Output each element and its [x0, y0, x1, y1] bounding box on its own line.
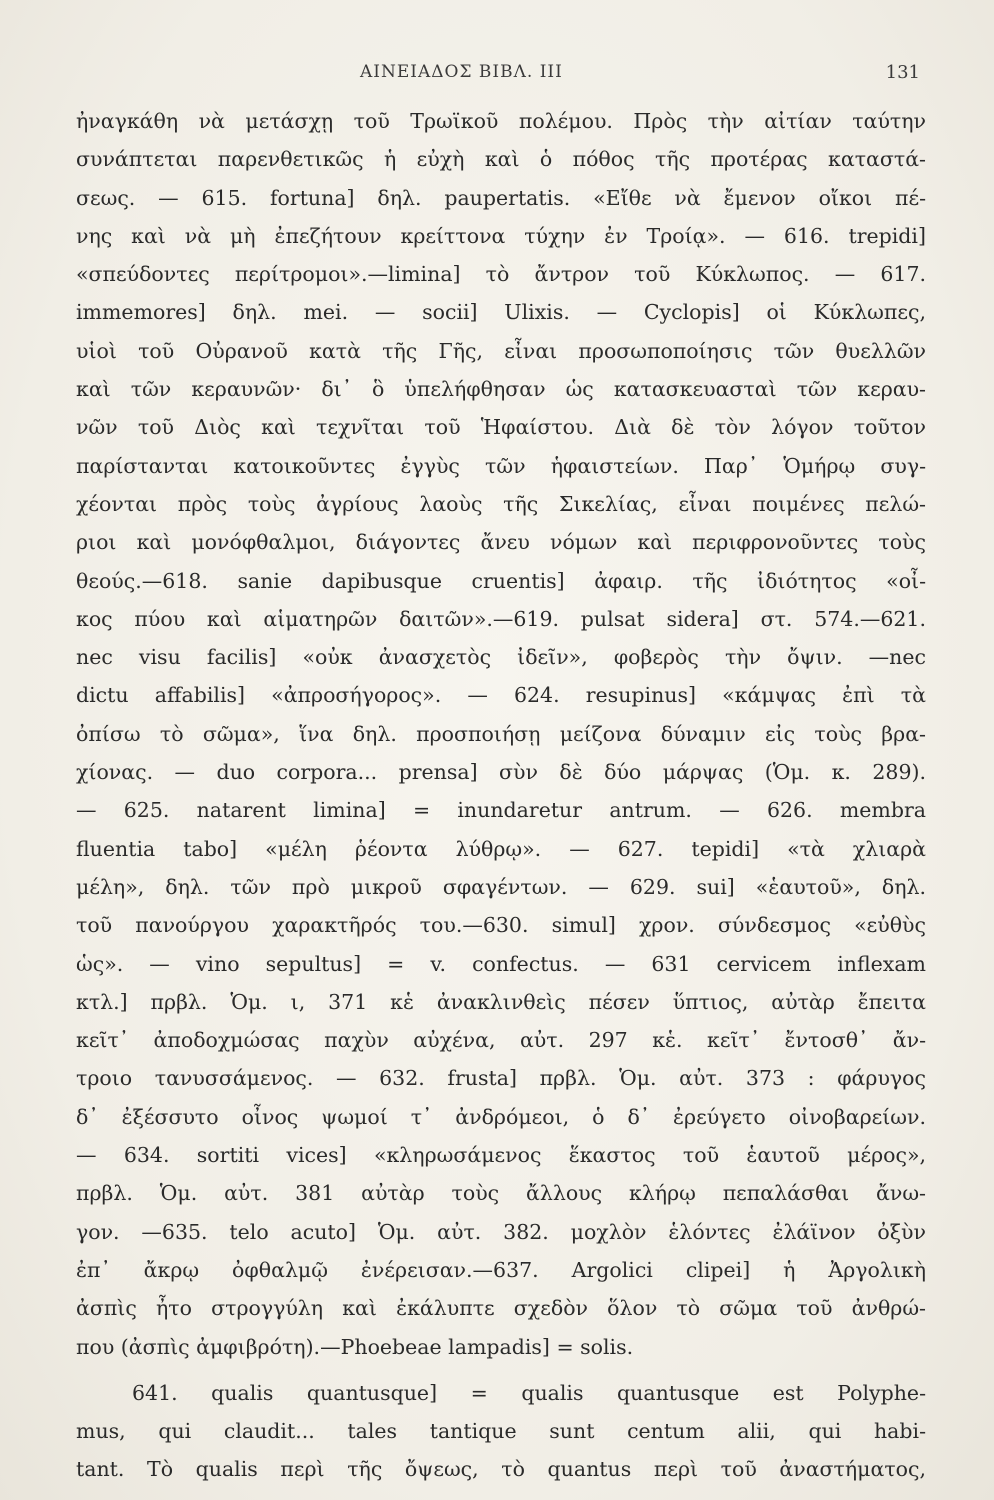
text-line: ὡς». — vino sepultus] = v. confectus. — 631 cervicem inflexam [76, 951, 926, 976]
text-line: τροιο τανυσσάμενος. — 632. frusta] πρβλ. Ὁμ. αὐτ. 373 : φάρυγος [76, 1066, 926, 1091]
text-line: — 625. natarent limina] = inundaretur antrum. — 626. membra [76, 798, 926, 823]
text-line: σεως. — 615. fortuna] δηλ. paupertatis. «Εἴθε νὰ ἔμενον οἴκοι πέ- [76, 185, 926, 210]
text-line: καὶ τῶν κεραυνῶν· δι᾽ ὃ ὑπελήφθησαν ὡς κατασκευασταὶ τῶν κεραυ- [76, 377, 926, 402]
text-line: tant. Τὸ qualis περὶ τῆς ὄψεως, τὸ quantus περὶ τοῦ ἀναστήματος, [76, 1457, 926, 1482]
text-line: υἱοὶ τοῦ Οὐρανοῦ κατὰ τῆς Γῆς, εἶναι προσωποποίησις τῶν θυελλῶν [76, 338, 926, 363]
text-line: νης καὶ νὰ μὴ ἐπεζήτουν κρείττονα τύχην ἐν Τροίᾳ». — 616. trepidi] [76, 223, 926, 248]
page-header [360, 62, 920, 92]
paragraph [76, 1374, 926, 1489]
paragraph-gap [76, 1366, 926, 1374]
text-line: ἠναγκάθη νὰ μετάσχῃ τοῦ Τρωϊκοῦ πολέμου. Πρὸς τὴν αἰτίαν ταύτην [76, 109, 926, 133]
text-line: ὀπίσω τὸ σῶμα», ἵνα δηλ. προσποιήσῃ μείζονα δύναμιν εἰς τοὺς βρα- [76, 721, 926, 746]
text-line: fluentia tabo] «μέλη ῥέοντα λύθρῳ». — 627. tepidi] «τὰ χλιαρὰ [76, 836, 926, 861]
page-number: 131 [885, 62, 920, 83]
text-line: συνάπτεται παρενθετικῶς ἡ εὐχὴ καὶ ὁ πόθος τῆς προτέρας καταστά- [76, 147, 926, 172]
text-line: κος πύου καὶ αἱματηρῶν δαιτῶν».—619. pulsat sidera] στ. 574.—621. [76, 606, 926, 631]
body-text [76, 102, 926, 1489]
text-line: μέλη», δηλ. τῶν πρὸ μικροῦ σφαγέντων. — 629. sui] «ἑαυτοῦ», δηλ. [76, 874, 926, 899]
text-line: χέονται πρὸς τοὺς ἀγρίους λαοὺς τῆς Σικελίας, εἶναι ποιμένες πελώ- [76, 491, 926, 516]
text-line: νῶν τοῦ Διὸς καὶ τεχνῖται τοῦ Ἡφαίστου. Διὰ δὲ τὸν λόγον τοῦτον [76, 415, 926, 440]
text-line: dictu affabilis] «ἀπροσήγορος». — 624. resupinus] «κάμψας ἐπὶ τὰ [76, 683, 926, 708]
text-line: κτλ.] πρβλ. Ὁμ. ι, 371 κἑ ἀνακλινθεὶς πέσεν ὕπτιος, αὐτὰρ ἔπειτα [76, 989, 926, 1014]
text-line: κεῖτ᾽ ἀποδοχμώσας παχὺν αὐχένα, αὐτ. 297 κἑ. κεῖτ᾽ ἔντοσθ᾽ ἄν- [76, 1028, 926, 1053]
paragraph [76, 102, 926, 1366]
text-line: δ᾽ ἐξέσσυτο οἶνος ψωμοί τ᾽ ἀνδρόμεοι, ὁ δ᾽ ἐρεύγετο οἰνοβαρείων. [76, 1104, 926, 1129]
text-line: nec visu facilis] «οὐκ ἀνασχετὸς ἰδεῖν», φοβερὸς τὴν ὄψιν. —nec [76, 645, 926, 670]
text-line: 641. qualis quantusque] = qualis quantusque est Polyphe- [132, 1380, 926, 1405]
text-line: χίονας. — duo corpora... prensa] σὺν δὲ δύο μάρψας (Ὁμ. κ. 289). [76, 760, 926, 785]
text-line: «σπεύδοντες περίτρομοι».—limina] τὸ ἄντρον τοῦ Κύκλωπος. — 617. [76, 262, 926, 287]
text-line: ἀσπὶς ἦτο στρογγύλη καὶ ἐκάλυπτε σχεδὸν ὅλον τὸ σῶμα τοῦ ἀνθρώ- [76, 1296, 926, 1321]
text-line: θεούς.—618. sanie dapibusque cruentis] ἀφαιρ. τῆς ἰδιότητος «οἶ- [76, 568, 926, 593]
text-line: mus, qui claudit... tales tantique sunt centum alii, qui habi- [76, 1419, 926, 1444]
text-line: — 634. sortiti vices] «κληρωσάμενος ἕκαστος τοῦ ἑαυτοῦ μέρος», [76, 1143, 926, 1168]
text-line: παρίστανται κατοικοῦντες ἐγγὺς τῶν ἡφαιστείων. Παρ᾽ Ὁμήρῳ συγ- [76, 453, 926, 478]
running-head: ΑΙΝΕΙΑΔΟΣ ΒΙΒΛ. III [360, 62, 563, 82]
text-line: ἐπ᾽ ἄκρῳ ὀφθαλμῷ ἐνέρεισαν.—637. Argolici clipei] ἡ Ἀργολικὴ [76, 1257, 926, 1282]
text-line: ριοι καὶ μονόφθαλμοι, διάγοντες ἄνευ νόμων καὶ περιφρονοῦντες τοὺς [76, 530, 926, 555]
text-line: immemores] δηλ. mei. — socii] Ulixis. — Cyclopis] οἱ Κύκλωπες, [76, 300, 926, 325]
text-line: τοῦ πανούργου χαρακτῆρός του.—630. simul] χρον. σύνδεσμος «εὐθὺς [76, 913, 926, 938]
text-line: πρβλ. Ὁμ. αὐτ. 381 αὐτὰρ τοὺς ἄλλους κλήρῳ πεπαλάσθαι ἄνω- [76, 1181, 926, 1206]
text-line: που (ἀσπὶς ἀμφιβρότη).—Phoebeae lampadis] = solis. [76, 1334, 634, 1359]
text-line: γον. —635. telo acuto] Ὁμ. αὐτ. 382. μοχλὸν ἑλόντες ἐλάϊνον ὀξὺν [76, 1219, 926, 1244]
